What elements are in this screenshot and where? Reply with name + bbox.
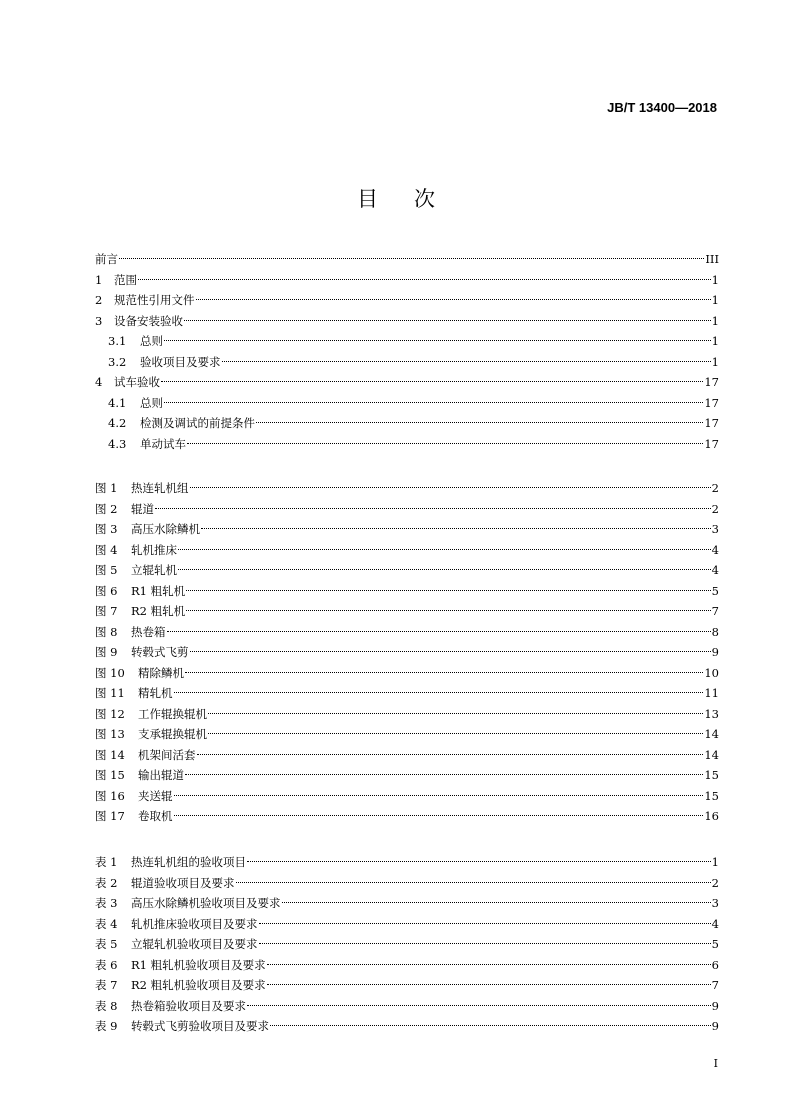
- toc-entry-number: 图 2: [95, 501, 118, 516]
- toc-entry-page: 16: [704, 809, 719, 823]
- toc-entry-page: III: [705, 252, 719, 266]
- toc-entry-page: 1: [711, 334, 719, 348]
- leader-dots: [201, 514, 711, 529]
- toc-entry-title: 高压水除鳞机: [131, 522, 200, 536]
- toc-entry-page: 3: [711, 522, 719, 536]
- toc-entry-page: 4: [711, 563, 719, 577]
- toc-entry-page: 7: [711, 978, 719, 992]
- toc-entry-page: 2: [711, 481, 719, 495]
- toc-entry-number: 图 5: [95, 563, 118, 577]
- leader-dots: [256, 408, 703, 423]
- leader-dots: [186, 576, 711, 591]
- toc-entry-page: 6: [711, 957, 719, 972]
- toc-entry-page: 8: [711, 624, 719, 639]
- toc-entry-title: 范围: [114, 272, 137, 287]
- toc-entry-number: 图 14: [95, 747, 125, 762]
- toc-entry-number: 3.2: [108, 354, 127, 369]
- toc-entry-title: 卷取机: [138, 809, 173, 823]
- toc-entry-number: 图 8: [95, 624, 118, 639]
- toc-entry-page: 13: [704, 706, 719, 721]
- leader-dots: [222, 347, 711, 362]
- toc-entry-page: 17: [704, 436, 719, 451]
- leader-dots: [155, 494, 711, 509]
- toc-entry-title: 规范性引用文件: [114, 293, 195, 307]
- leader-dots: [197, 740, 704, 755]
- toc-entry-number: 表 9: [95, 1019, 118, 1033]
- toc-entry-title: 热连轧机组的验收项目: [131, 855, 246, 869]
- toc-entry-title: 验收项目及要求: [140, 354, 221, 369]
- toc-entry-title: 热卷箱验收项目及要求: [131, 998, 246, 1013]
- toc-entry-title: 总则: [140, 334, 163, 348]
- leader-dots: [174, 781, 704, 796]
- toc-entry-page: 14: [704, 747, 719, 762]
- toc-entry-title: 转毂式飞剪验收项目及要求: [131, 1019, 269, 1033]
- toc-entry-page: 17: [704, 375, 719, 389]
- leader-dots: [259, 929, 711, 944]
- leader-dots: [208, 699, 703, 714]
- toc-entry-page: 10: [704, 665, 719, 680]
- toc-entry-number: 4.2: [108, 416, 127, 430]
- toc-entry[interactable]: [95, 1015, 719, 1036]
- leader-dots: [267, 950, 711, 965]
- toc-entry-title: 支承辊换辊机: [138, 727, 207, 741]
- toc-entry-number: 1: [95, 272, 103, 287]
- toc-entry-title: 总则: [140, 395, 163, 410]
- toc-entry-title: R1 粗轧机: [131, 583, 186, 598]
- toc-entry-number: 3.1: [108, 334, 127, 348]
- toc-entry-number: 图 12: [95, 706, 125, 721]
- toc-entry-number: 表 4: [95, 916, 118, 931]
- leader-dots: [185, 658, 703, 673]
- toc-entry-page: 3: [711, 896, 719, 910]
- leader-dots: [259, 909, 711, 924]
- leader-dots: [196, 285, 711, 300]
- leader-dots: [164, 388, 703, 403]
- toc-entry-number: 表 7: [95, 978, 118, 992]
- page-title: 目次: [357, 187, 471, 211]
- toc-entry-page: 9: [711, 645, 719, 659]
- toc-entry-page: 15: [704, 768, 719, 782]
- toc-entry-title: 试车验收: [114, 375, 160, 389]
- toc-entry-page: 2: [711, 875, 719, 890]
- toc-entry-page: 7: [711, 604, 719, 618]
- toc-entry-title: 输出辊道: [138, 768, 184, 782]
- toc-entry-page: 11: [704, 686, 719, 700]
- toc-entry-number: 3: [95, 313, 103, 328]
- toc-entry-title: 机架间活套: [138, 747, 196, 762]
- page-number: I: [713, 1057, 718, 1070]
- toc-entry-number: 表 8: [95, 998, 118, 1013]
- toc-entry-number: 图 7: [95, 604, 118, 618]
- leader-dots: [138, 265, 711, 280]
- toc-entry-page: 1: [711, 855, 719, 869]
- toc-entry-page: 17: [704, 416, 719, 430]
- toc-entry-number: 图 6: [95, 583, 118, 598]
- toc-entry-title: 转毂式飞剪: [131, 645, 189, 659]
- leader-dots: [178, 535, 711, 550]
- toc-entry-number: 图 1: [95, 481, 118, 495]
- toc-entry-page: 14: [704, 727, 719, 741]
- toc-entry-number: 4.3: [108, 436, 127, 451]
- toc-entry-title: 热卷箱: [131, 624, 166, 639]
- toc-entry-number: 图 16: [95, 788, 125, 803]
- toc-entry-page: 15: [704, 788, 719, 803]
- leader-dots: [184, 306, 711, 321]
- toc-entry-title: 轧机推床验收项目及要求: [131, 916, 258, 931]
- leader-dots: [236, 868, 711, 883]
- toc-entry-page: 9: [711, 1019, 719, 1033]
- toc-entry-title: R2 粗轧机: [131, 604, 186, 618]
- toc-entry-title: 高压水除鳞机验收项目及要求: [131, 896, 281, 910]
- leader-dots: [178, 555, 711, 570]
- leader-dots: [174, 801, 704, 816]
- toc-entry[interactable]: [95, 433, 719, 454]
- toc-entry-number: 图 17: [95, 809, 125, 823]
- toc-entry-number: 2: [95, 293, 103, 307]
- toc-entry-number: 图 11: [95, 686, 125, 700]
- toc-entry-number: 图 10: [95, 665, 125, 680]
- toc-entry-number: 表 5: [95, 937, 118, 951]
- toc-entry-number: 图 9: [95, 645, 118, 659]
- toc-entry-number: 图 13: [95, 727, 125, 741]
- toc-entry-page: 17: [704, 395, 719, 410]
- leader-dots: [190, 473, 711, 488]
- toc-entry-page: 4: [711, 916, 719, 931]
- toc-entry-title: 热连轧机组: [131, 481, 189, 495]
- toc-entry-title: 精轧机: [138, 686, 173, 700]
- toc-entry-number: 图 15: [95, 768, 125, 782]
- toc-entry-title: 立辊轧机验收项目及要求: [131, 937, 258, 951]
- leader-dots: [174, 678, 704, 693]
- toc-entry-page: 5: [711, 937, 719, 951]
- standard-code: JB/T 13400—2018: [607, 100, 717, 115]
- toc-entry-title: 辊道验收项目及要求: [131, 875, 235, 890]
- toc-entry-title: 立辊轧机: [131, 563, 177, 577]
- toc-entry-number: 表 1: [95, 855, 118, 869]
- toc-entry-page: 1: [711, 354, 719, 369]
- toc-entry-number: 表 2: [95, 875, 118, 890]
- toc-entry-number: 4: [95, 375, 103, 389]
- toc-entry-page: 2: [711, 501, 719, 516]
- toc-entry-title: 轧机推床: [131, 542, 177, 557]
- toc-entry-page: 4: [711, 542, 719, 557]
- leader-dots: [247, 991, 711, 1006]
- toc-entry-page: 1: [711, 293, 719, 307]
- toc-entry-page: 5: [711, 583, 719, 598]
- toc-entry[interactable]: [95, 805, 719, 826]
- leader-dots: [186, 596, 711, 611]
- toc-sections: [95, 248, 719, 453]
- leader-dots: [190, 637, 711, 652]
- leader-dots: [267, 970, 711, 985]
- toc-entry-number: 图 4: [95, 542, 118, 557]
- toc-entry-title: 辊道: [131, 501, 154, 516]
- leader-dots: [185, 760, 703, 775]
- leader-dots: [119, 244, 704, 259]
- toc-entry-page: 1: [711, 313, 719, 328]
- leader-dots: [164, 326, 711, 341]
- toc-entry-number: 图 3: [95, 522, 118, 536]
- toc-entry-page: 9: [711, 998, 719, 1013]
- toc-entry-title: 夹送辊: [138, 788, 173, 803]
- toc-entry-number: 4.1: [108, 395, 127, 410]
- leader-dots: [161, 367, 703, 382]
- toc-entry-title: R2 粗轧机验收项目及要求: [131, 978, 266, 992]
- toc-entry-title: 工作辊换辊机: [138, 706, 207, 721]
- toc-entry-title: 精除鳞机: [138, 665, 184, 680]
- leader-dots: [208, 719, 703, 734]
- toc-entry-number: 前言: [95, 252, 118, 266]
- toc-figures: [95, 477, 719, 826]
- leader-dots: [282, 888, 711, 903]
- toc-entry-title: 单动试车: [140, 436, 186, 451]
- toc-entry-title: 检测及调试的前提条件: [140, 416, 255, 430]
- toc-entry-title: 设备安装验收: [114, 313, 183, 328]
- leader-dots: [270, 1011, 711, 1026]
- toc-tables: [95, 851, 719, 1036]
- leader-dots: [167, 617, 711, 632]
- toc-entry-number: 表 3: [95, 896, 118, 910]
- leader-dots: [247, 847, 711, 862]
- toc-entry-page: 1: [711, 272, 719, 287]
- toc-entry-title: R1 粗轧机验收项目及要求: [131, 957, 266, 972]
- toc-entry-number: 表 6: [95, 957, 118, 972]
- leader-dots: [187, 429, 703, 444]
